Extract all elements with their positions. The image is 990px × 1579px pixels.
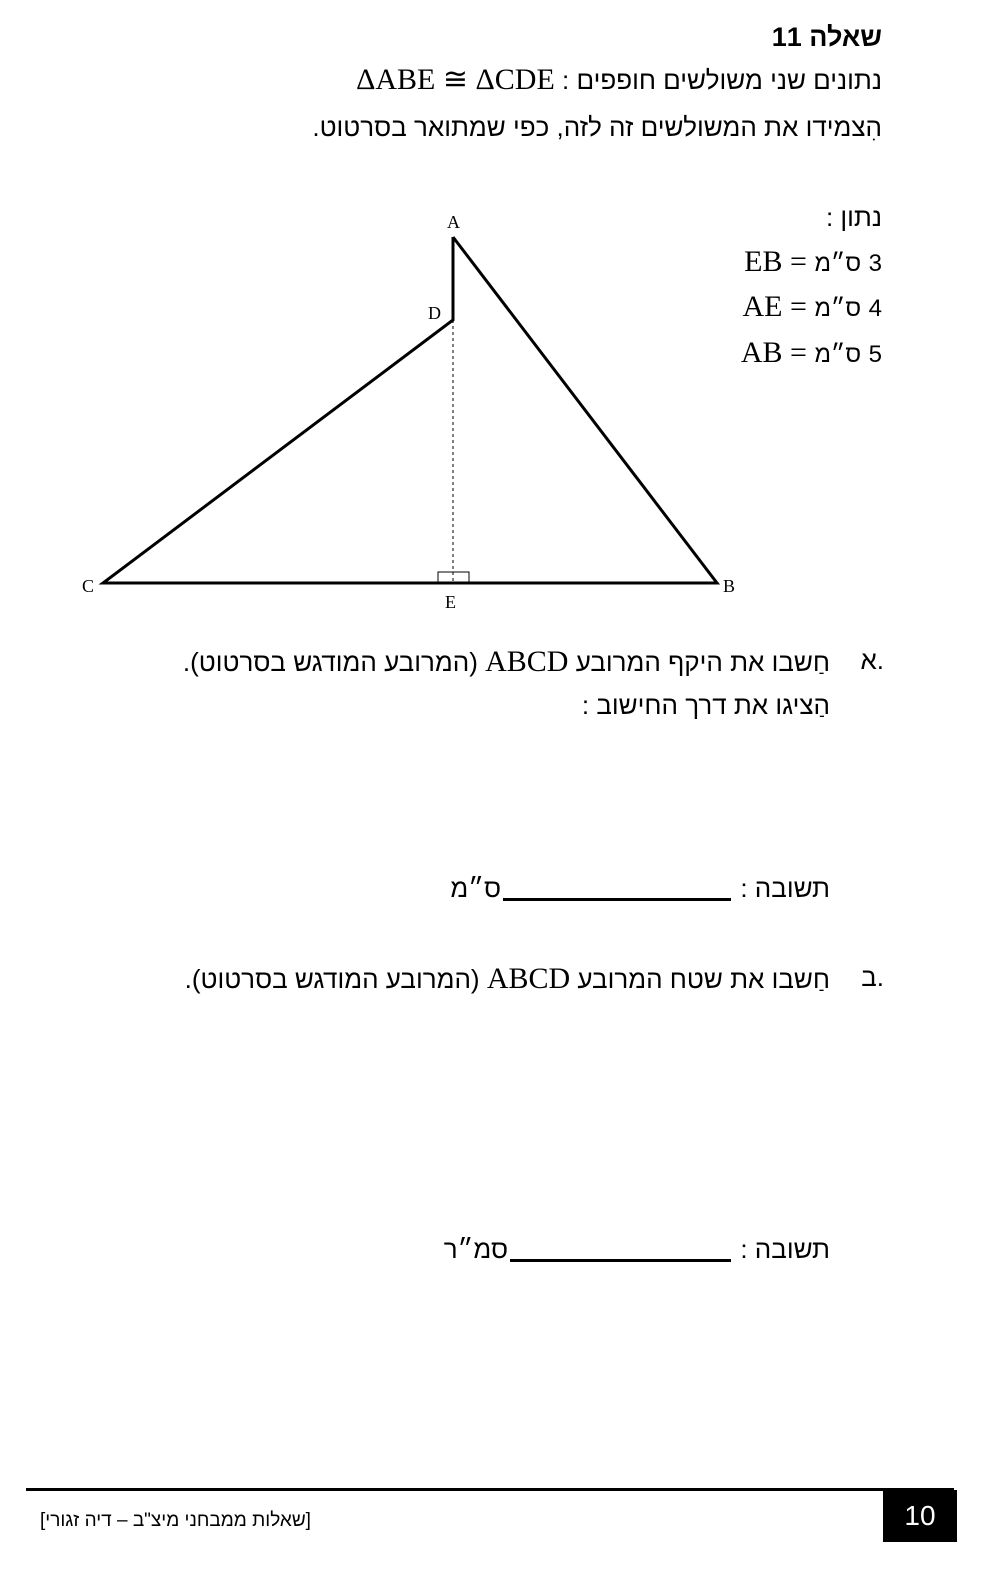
vertex-label-a: A	[447, 212, 460, 232]
intro-text: נתונים שני משולשים חופפים :	[562, 65, 882, 95]
congruence-statement: ΔABE ≅ ΔCDE	[356, 63, 555, 96]
part-a-answer-label: תשובה :	[740, 873, 830, 903]
given-value: 4	[868, 295, 882, 322]
page-number: 10	[883, 1490, 957, 1542]
part-b-question	[185, 962, 830, 996]
given-item-ae: AE = ס״מ 4	[742, 290, 882, 323]
part-b-answer-label: תשובה :	[740, 1234, 830, 1264]
part-a-math: ABCD	[485, 645, 569, 678]
given-item-eb: EB = ס״מ 3	[744, 245, 882, 278]
vertex-label-d: D	[428, 303, 441, 323]
question-title: שאלה 11	[771, 22, 882, 52]
vertex-label-e: E	[445, 592, 456, 612]
given-item-ab: AB = ס״מ 5	[740, 336, 882, 369]
given-value: 5	[868, 341, 882, 368]
vertex-label-c: C	[82, 576, 95, 596]
given-unit: ס״מ	[814, 341, 862, 368]
given-unit: ס״מ	[814, 295, 862, 322]
footer-divider	[26, 1488, 954, 1491]
geometry-figure	[0, 0, 990, 640]
given-value: 3	[868, 250, 882, 277]
part-b-answer-unit: סמ״ר	[443, 1234, 508, 1264]
part-a-letter: א.	[860, 645, 884, 675]
part-a-answer-unit: ס״מ	[450, 873, 501, 903]
given-unit: ס״מ	[814, 250, 862, 277]
part-b-math: ABCD	[486, 962, 571, 995]
part-b-answer-field[interactable]	[510, 1233, 731, 1262]
part-b-text-after: (המרובע המודגש בסרטוט).	[184, 964, 480, 994]
part-a-text-after: (המרובע המודגש בסרטוט).	[182, 647, 478, 677]
part-b-letter: ב.	[861, 962, 884, 992]
vertex-label-b: B	[723, 576, 736, 596]
given-label: נתון :	[825, 202, 882, 232]
part-a-text-before: חַשבו את היקף המרובע	[575, 647, 830, 677]
part-a-question	[183, 645, 830, 679]
part-b-text-before: חַשבו את שטח המרובע	[577, 964, 830, 994]
part-a-instruction: הַציגו את דרך החישוב :	[581, 690, 830, 720]
given-segment: AB	[740, 336, 783, 369]
given-segment: AE	[742, 290, 783, 323]
footer-source: [שאלות ממבחני מיצ"ב – דיה זגורי]	[40, 1510, 311, 1531]
quadrilateral-abcd	[103, 237, 717, 583]
given-segment: EB	[744, 245, 783, 278]
part-a-answer-field[interactable]	[503, 872, 731, 901]
question-instruction: הִצמידו את המשולשים זה לזה, כפי שמתואר בסרטוט.	[312, 112, 882, 142]
